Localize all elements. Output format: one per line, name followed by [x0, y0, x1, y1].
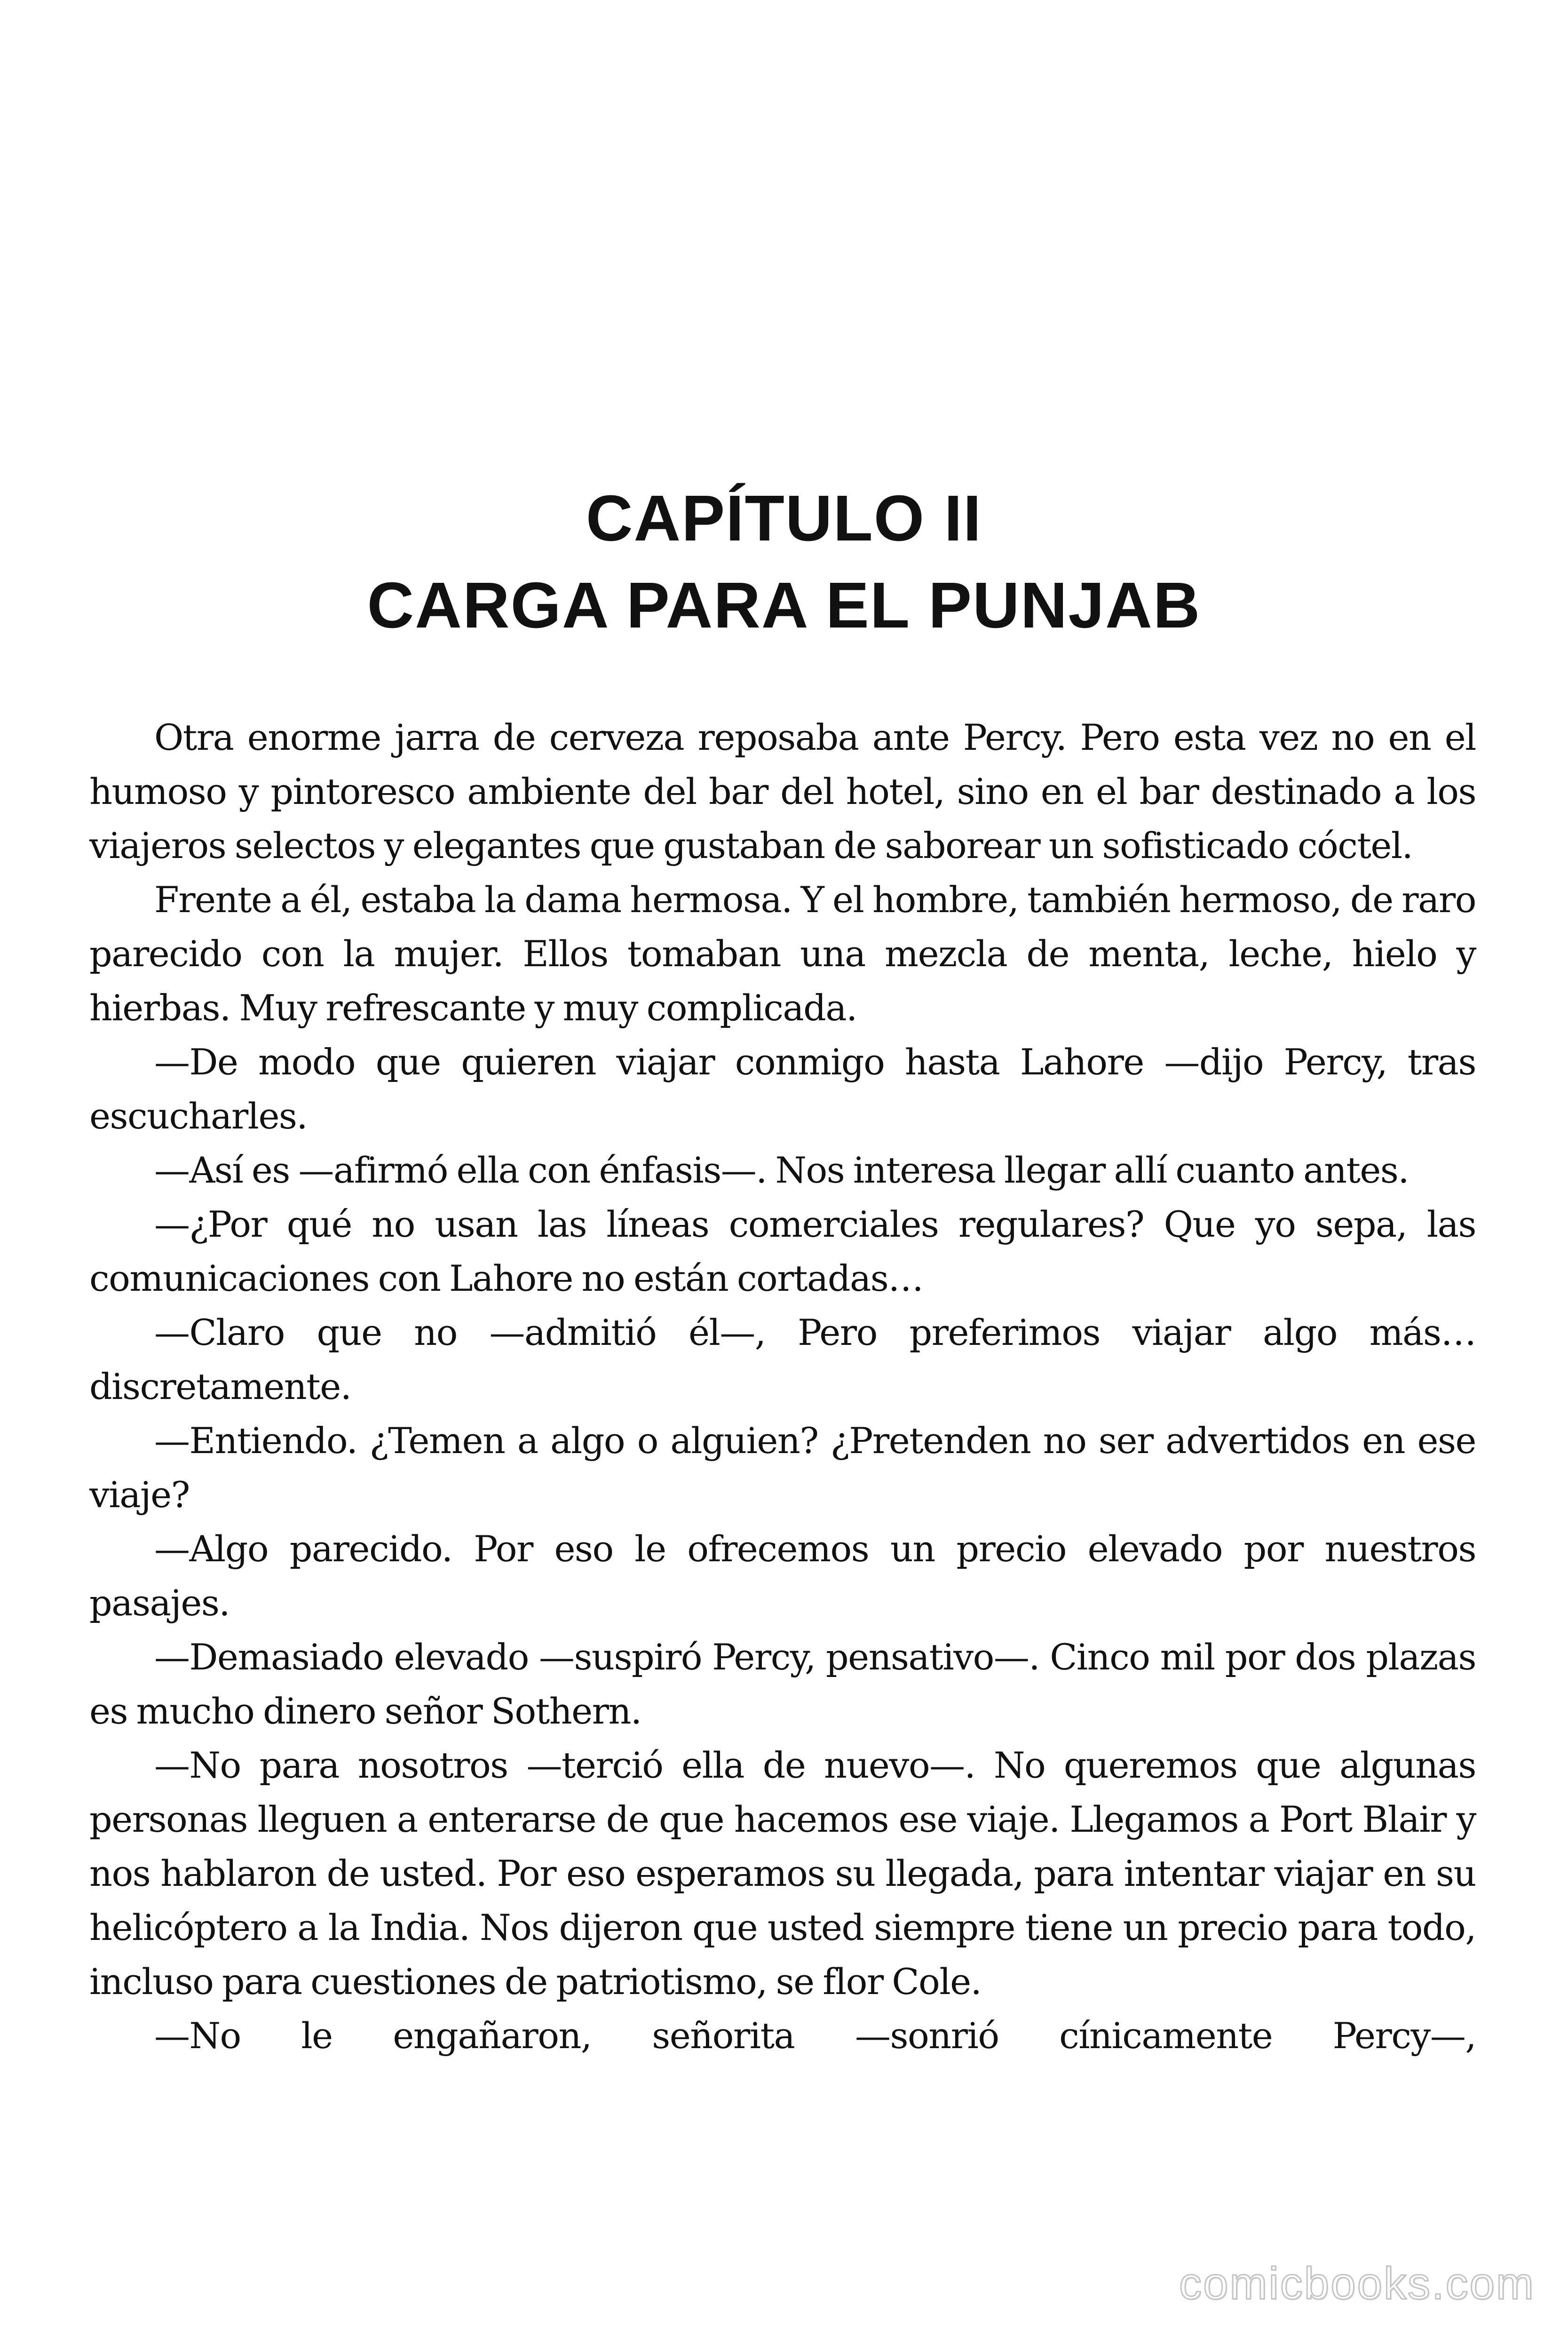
watermark-logo: comicbooks.com — [1179, 2258, 1535, 2309]
paragraph: —No para nosotros —terció ella de nuevo—. No queremos que algunas personas lleguen a enterarse de que hacemos ese viaje. Llegamos a Port Blair y nos hablaron de usted. Por eso esperamos su llegada, para intentar viajar en su helicóptero a la India. Nos dijeron que usted siempre tiene un precio para todo, incluso para cuestiones de patriotismo, se flor Cole. — [89, 1744, 1476, 2002]
chapter-title: CARGA PARA EL PUNJAB — [367, 569, 1201, 642]
chapter-heading — [0, 475, 1568, 649]
paragraph: Otra enorme jarra de cerveza reposaba ante Percy. Pero esta vez no en el humoso y pintoresco ambiente del bar del hotel, sino en el bar destinado a los viajeros selectos y elegantes que gustaban de saborear un sofisticado cóctel. — [89, 716, 1476, 866]
paragraph: —Entiendo. ¿Temen a algo o alguien? ¿Pretenden no ser advertidos en ese viaje? — [89, 1420, 1476, 1516]
paragraph: Frente a él, estaba la dama hermosa. Y el hombre, también hermoso, de raro parecido con la mujer. Ellos tomaban una mezcla de menta, leche, hielo y hierbas. Muy refrescante y muy complicada. — [89, 879, 1476, 1029]
chapter-body — [89, 710, 1476, 2063]
paragraph: —Así es —afirmó ella con énfasis—. Nos interesa llegar allí cuanto antes. — [154, 1149, 1409, 1191]
paragraph: —De modo que quieren viajar conmigo hasta Lahore —dijo Percy, tras escucharles. — [89, 1041, 1476, 1137]
paragraph: —Demasiado elevado —suspiró Percy, pensativo—. Cinco mil por dos plazas es mucho dinero señor Sothern. — [89, 1636, 1476, 1732]
paragraph: —Algo parecido. Por eso le ofrecemos un precio elevado por nuestros pasajes. — [89, 1528, 1476, 1624]
chapter-number: CAPÍTULO II — [586, 482, 982, 555]
paragraph: —¿Por qué no usan las líneas comerciales regulares? Que yo sepa, las comunicaciones con Lahore no están cortadas… — [89, 1203, 1476, 1299]
paragraph: —No le engañaron, señorita —sonrió cínicamente Percy—, — [154, 2015, 1476, 2057]
paragraph: —Claro que no —admitió él—, Pero preferimos viajar algo más… discretamente. — [89, 1311, 1476, 1407]
